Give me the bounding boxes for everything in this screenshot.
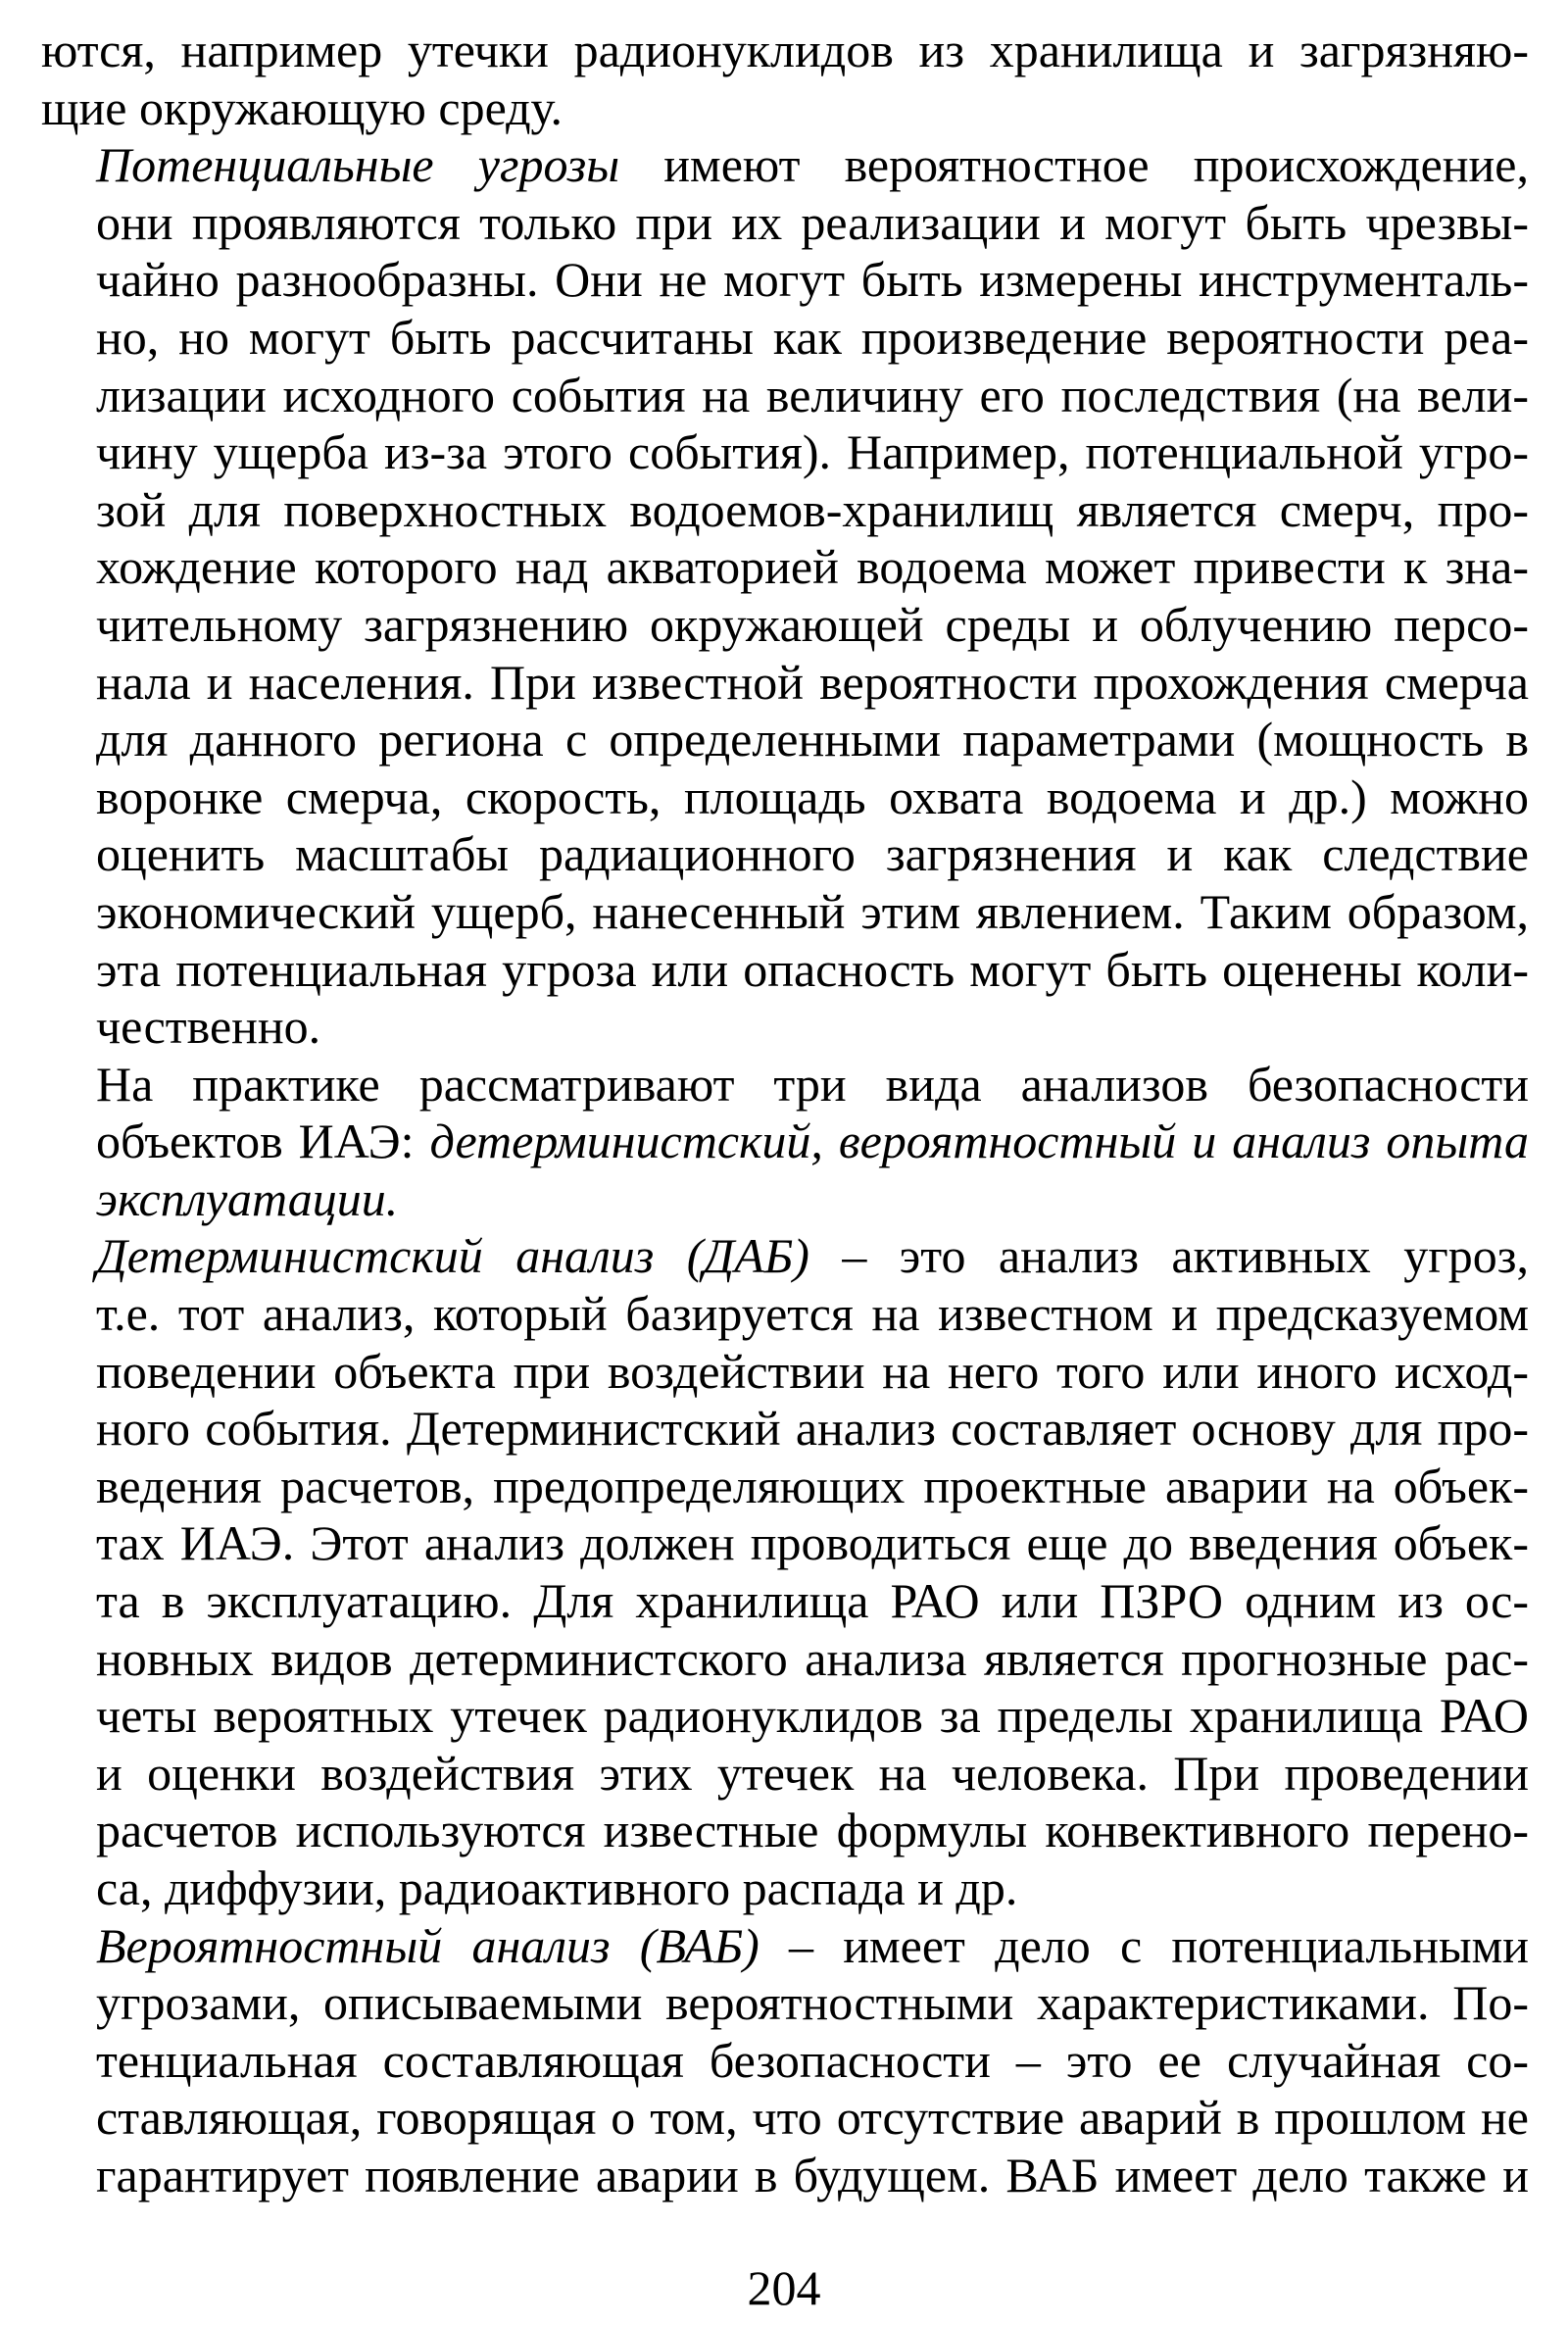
text-run: хождение которого над акваторией водоема может привести к зна- [96, 539, 1529, 595]
text-run: объектов ИАЭ: [96, 1114, 430, 1169]
paragraph [41, 1227, 1529, 1916]
paragraph [41, 1917, 1529, 2204]
text-run: но, но могут быть рассчитаны как произведение вероятности реа- [96, 309, 1529, 365]
text-line [41, 1170, 1529, 1228]
text-line [41, 79, 1529, 137]
text-run: угрозами, описываемыми вероятностными характеристиками. По- [96, 1975, 1529, 2031]
text-run: новных видов детерминистского анализа является прогнозные рас- [96, 1630, 1529, 1686]
text-run: они проявляются только при их реализации и могут быть чрезвы- [96, 194, 1529, 250]
text-line [41, 1802, 1529, 1859]
text-run: чественно. [96, 999, 321, 1055]
text-line [41, 2032, 1529, 2090]
text-line [41, 825, 1529, 883]
term-italic: детерминистский, вероятностный и анализ опыта [429, 1114, 1529, 1169]
text-line [41, 1687, 1529, 1745]
text-line [41, 309, 1529, 367]
text-line [41, 2147, 1529, 2204]
text-run: зой для поверхностных водоемов-хранилищ является смерч, про- [96, 481, 1529, 537]
text-line [41, 481, 1529, 539]
text-run: лизации исходного события на величину его последствия (на вели- [96, 367, 1529, 422]
text-line [41, 423, 1529, 481]
text-run: чину ущерба из-за этого события). Например, потенциальной угро- [96, 424, 1529, 480]
text-line [41, 136, 1529, 194]
text-run: имеют вероятностное происхождение, [619, 137, 1529, 193]
text-run: ведения расчетов, предопределяющих проектные аварии на объек- [96, 1458, 1529, 1513]
text-run: поведении объекта при воздействии на него того или иного исход- [96, 1343, 1529, 1399]
text-line [41, 2089, 1529, 2147]
text-line [41, 1227, 1529, 1285]
paragraph [41, 136, 1529, 1056]
term-italic: Детерминистский анализ (ДАБ) [96, 1228, 809, 1284]
text-run: щие окружающую среду. [41, 79, 564, 135]
text-run: эта потенциальная угроза или опасность могут быть оценены коли- [96, 941, 1529, 997]
text-run: расчетов используются известные формулы конвективного перено- [96, 1803, 1529, 1858]
text-run: для данного региона с определенными параметрами (мощность в [96, 712, 1529, 767]
text-run: та в эксплуатацию. Для хранилища РАО или ПЗРО одним из ос- [96, 1573, 1529, 1629]
text-run: са, диффузии, радиоактивного распада и др. [96, 1860, 1018, 1915]
text-run: ставляющая, говорящая о том, что отсутствие аварий в прошлом не [96, 2090, 1529, 2146]
text-line [41, 1343, 1529, 1401]
term-italic: Вероятностный анализ (ВАБ) [96, 1917, 760, 1973]
text-run: ного события. Детерминистский анализ составляет основу для про- [96, 1401, 1529, 1457]
page-body [41, 22, 1529, 2204]
text-line [41, 768, 1529, 826]
text-line [41, 1917, 1529, 1975]
text-line [41, 22, 1529, 79]
text-line [41, 367, 1529, 424]
text-line [41, 1974, 1529, 2032]
text-line [41, 1285, 1529, 1343]
text-line [41, 654, 1529, 712]
term-italic: эксплуатации. [96, 1170, 399, 1226]
text-run: тах ИАЭ. Этот анализ должен проводиться еще до введения объек- [96, 1515, 1529, 1571]
text-run: чительному загрязнению окружающей среды и облучению персо- [96, 596, 1529, 652]
term-italic: Потенциальные угрозы [96, 137, 620, 193]
paragraph [41, 22, 1529, 136]
text-line [41, 1400, 1529, 1458]
text-run: чайно разнообразны. Они не могут быть измерены инструменталь- [96, 252, 1529, 308]
text-line [41, 998, 1529, 1056]
text-line [41, 1859, 1529, 1917]
text-run: и оценки воздействия этих утечек на человека. При проведении [96, 1745, 1529, 1801]
text-run: гарантирует появление аварии в будущем. ВАБ имеет дело также и [96, 2147, 1529, 2202]
text-line [41, 941, 1529, 999]
text-run: четы вероятных утечек радионуклидов за пределы хранилища РАО [96, 1688, 1529, 1744]
text-run: оценить масштабы радиационного загрязнения и как следствие [96, 826, 1529, 882]
text-line [41, 1458, 1529, 1515]
text-run: – это анализ активных угроз, [808, 1228, 1529, 1284]
text-line [41, 883, 1529, 941]
text-line [41, 1056, 1529, 1114]
text-line [41, 1630, 1529, 1688]
text-line [41, 251, 1529, 309]
text-line [41, 596, 1529, 654]
paragraph [41, 1056, 1529, 1228]
text-run: экономический ущерб, нанесенный этим явлением. Таким образом, [96, 883, 1529, 939]
page-number: 204 [747, 2260, 821, 2315]
text-line [41, 1113, 1529, 1170]
text-line [41, 1572, 1529, 1630]
text-run: воронке смерча, скорость, площадь охвата водоема и др.) можно [96, 768, 1529, 824]
text-run: т.е. тот анализ, который базируется на известном и предсказуемом [96, 1286, 1529, 1342]
text-run: На практике рассматривают три вида анализов безопасности [96, 1056, 1529, 1112]
text-line [41, 538, 1529, 596]
text-run: тенциальная составляющая безопасности – это ее случайная со- [96, 2032, 1529, 2088]
text-run: ются, например утечки радионуклидов из хранилища и загрязняю- [41, 23, 1529, 77]
text-line [41, 1745, 1529, 1803]
text-line [41, 1514, 1529, 1572]
text-run: нала и населения. При известной вероятности прохождения смерча [96, 654, 1529, 710]
text-run: – имеет дело с потенциальными [759, 1917, 1529, 1973]
text-line [41, 711, 1529, 768]
text-line [41, 194, 1529, 252]
